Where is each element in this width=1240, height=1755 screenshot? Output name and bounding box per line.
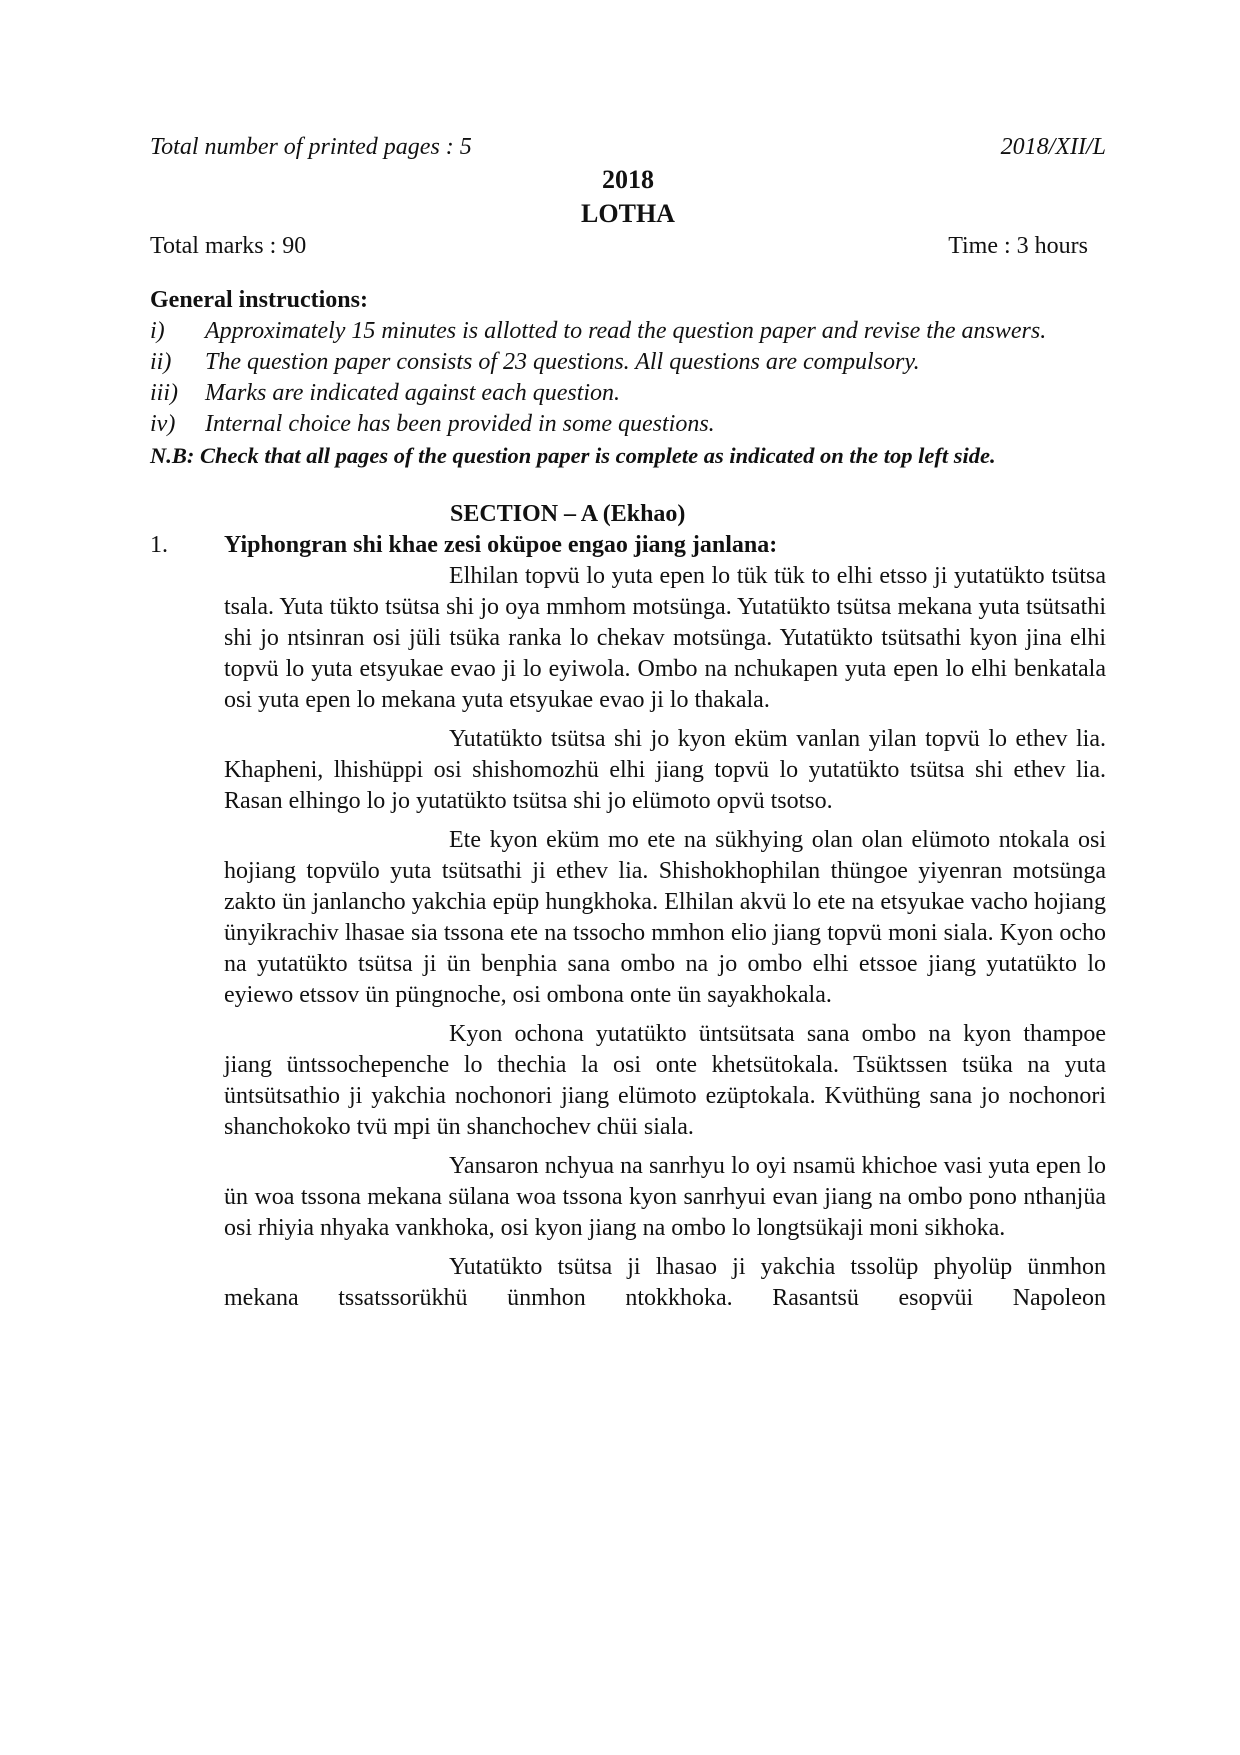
marks-time-row bbox=[150, 231, 1106, 262]
time-allowed: Time : 3 hours bbox=[948, 233, 1088, 259]
total-marks: Total marks : 90 bbox=[150, 233, 307, 259]
passage-paragraph: Ete kyon eküm mo ete na sükhying olan olan elümoto ntokala osi hojiang topvülo yuta tsütsathi ji ethev lia. Shishokhophilan thüngoe yiyenran motsünga zakto ün janlancho yakchia epüp hungkhoka. Elhilan akvü lo ete na etsyukae vacho hojiang ünyikrachiv lhasae sia tssona ete na tssocho mmhon elio jiang topvü moni siala. Kyon ocho na yutatükto tsütsa ji ün benphia sana ombo na jo ombo elhi etssoe jiang yutatükto lo eyiewo etssov ün püngnoche, osi ombona onte ün sayakhokala. bbox=[224, 827, 1106, 1008]
printed-pages: Total number of printed pages : 5 bbox=[150, 134, 472, 160]
question-heading bbox=[150, 530, 1106, 561]
instruction-item bbox=[150, 316, 1106, 347]
instruction-item bbox=[150, 409, 1106, 440]
instruction-text: Internal choice has been provided in some questions. bbox=[205, 411, 715, 437]
instruction-number: i) bbox=[150, 318, 165, 344]
passage bbox=[150, 561, 1106, 1314]
passage-paragraph: Yutatükto tsütsa ji lhasao ji yakchia tssolüp phyolüp ünmhon mekana tssatssorükhü ünmhon ntokkhoka. Rasantsü esopvüi Napoleon bbox=[224, 1254, 1106, 1311]
instruction-number: iii) bbox=[150, 380, 178, 406]
exam-year: 2018 bbox=[602, 165, 654, 194]
instruction-number: iv) bbox=[150, 411, 176, 437]
instruction-text: Approximately 15 minutes is allotted to read the question paper and revise the answers. bbox=[205, 318, 1047, 344]
instruction-item bbox=[150, 347, 1106, 378]
instruction-text: Marks are indicated against each question. bbox=[205, 380, 621, 406]
instruction-item bbox=[150, 378, 1106, 409]
instruction-text: The question paper consists of 23 questions. All questions are compulsory. bbox=[205, 349, 920, 375]
passage-paragraph: Yutatükto tsütsa shi jo kyon eküm vanlan yilan topvü lo ethev lia. Khapheni, lhishüppi osi shishomozhü elhi jiang topvü lo yutatükto tsütsa shi ethev lia. Rasan elhingo lo jo yutatükto tsütsa shi jo elümoto opvü tsotso. bbox=[224, 726, 1106, 814]
question-text: Yiphongran shi khae zesi oküpoe engao jiang janlana: bbox=[224, 532, 778, 558]
paper-code: 2018/XII/L bbox=[1000, 134, 1106, 160]
instruction-number: ii) bbox=[150, 349, 172, 375]
section-title: SECTION – A (Ekhao) bbox=[450, 501, 686, 527]
nb-note: N.B: Check that all pages of the question paper is complete as indicated on the top left side. bbox=[150, 443, 996, 468]
header-top-row bbox=[150, 132, 1106, 163]
passage-paragraph: Kyon ochona yutatükto üntsütsata sana ombo na kyon thampoe jiang üntssochepenche lo thechia la osi onte khetsütokala. Tsüktssen tsüka na yuta üntsütsathio ji yakchia nochonori jiang elümoto ezüptokala. Kvüthüng sana jo nochonori shanchokoko tvü mpi ün shanchochev chüi siala. bbox=[224, 1021, 1106, 1140]
passage-paragraph: Yansaron nchyua na sanrhyu lo oyi nsamü khichoe vasi yuta epen lo ün woa tssona mekana sülana woa tssona kyon sanrhyui evan jiang na ombo pono nthanjüa osi rhiyia nhyaka vankhoka, osi kyon jiang na ombo lo longtsükaji moni sikhoka. bbox=[224, 1153, 1106, 1241]
question-number: 1. bbox=[150, 532, 168, 558]
passage-paragraph: Elhilan topvü lo yuta epen lo tük tük to elhi etsso ji yutatükto tsütsa tsala. Yuta tükto tsütsa shi jo oya mmhom motsünga. Yutatükto tsütsa mekana yuta tsütsathi shi jo ntsinran osi jüli tsüka ranka lo chekav motsünga. Yutatükto tsütsathi kyon jina elhi topvü lo yuta etsyukae evao ji lo eyiwola. Ombo na nchukapen yuta epen lo elhi benkatala osi yuta epen lo mekana yuta etsyukae evao ji lo thakala. bbox=[224, 563, 1106, 713]
document-page bbox=[150, 132, 1106, 1322]
subject-title: LOTHA bbox=[581, 199, 675, 228]
instructions-title: General instructions: bbox=[150, 287, 368, 313]
